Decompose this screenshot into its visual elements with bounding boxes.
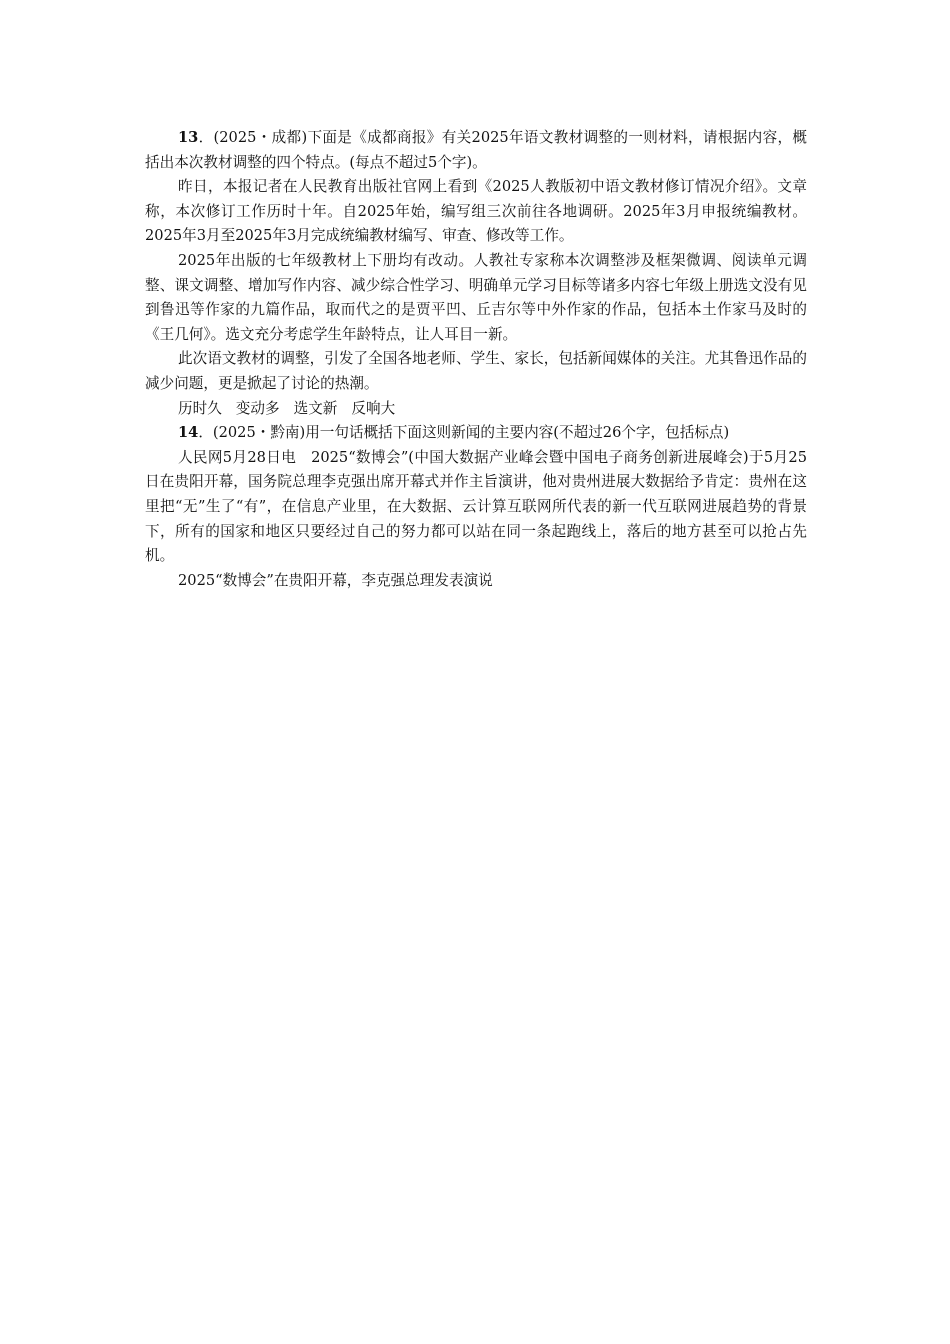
question-13-paragraph: 此次语文教材的调整，引发了全国各地老师、学生、家长，包括新闻媒体的关注。尤其鲁迅作品的减少问题，更是掀起了讨论的热潮。 <box>145 350 807 392</box>
question-13-stem <box>145 126 807 175</box>
question-13-paragraph: 昨日，本报记者在人民教育出版社官网上看到《2025人教版初中语文教材修订情况介绍》。文章称，本次修订工作历时十年。自2025年始，编写组三次前往各地调研。2025年3月申报统编教材。2025年3月至2025年3月完成统编教材编写、审查、修改等工作。 <box>145 178 807 245</box>
question-14-number: 14 <box>178 424 199 442</box>
answer-item: 反响大 <box>351 399 396 417</box>
question-13-number: 13 <box>178 129 199 146</box>
question-14-paragraph: 人民网5月28日电 2025“数博会”(中国大数据产业峰会暨中国电子商务创新进展峰会)于5月25日在贵阳开幕，国务院总理李克强出席开幕式并作主旨演讲，他对贵州进展大数据给予肯定：贵州在这里把“无”生了“有”，在信息产业里，在大数据、云计算互联网所代表的新一代互联网进展趋势的背景下，所有的国家和地区只要经过自己的努力都可以站在同一条起跑线上，落后的地方甚至可以抢占先机。 <box>145 448 807 565</box>
question-13-paragraph: 2025年出版的七年级教材上下册均有改动。人教社专家称本次调整涉及框架微调、阅读单元调整、课文调整、增加写作内容、减少综合性学习、明确单元学习目标等诸多内容七年级上册选文没有见到鲁迅等作家的九篇作品，取而代之的是贾平凹、丘吉尔等中外作家的作品，包括本土作家马及时的《王几何》。选文充分考虑学生年龄特点，让人耳目一新。 <box>145 251 807 343</box>
question-14-text: ．(2025・黔南)用一句话概括下面这则新闻的主要内容(不超过26个字，包括标点) <box>198 424 730 442</box>
question-14-answer: 2025“数博会”在贵阳开幕，李克强总理发表演说 <box>178 571 493 589</box>
question-13-answer <box>145 397 807 422</box>
question-14-stem <box>145 421 807 446</box>
answer-item: 历时久 <box>178 399 222 417</box>
answer-item: 选文新 <box>293 399 338 417</box>
document-page <box>145 126 807 593</box>
answer-item: 变动多 <box>235 399 280 417</box>
question-13-text: ．(2025・成都)下面是《成都商报》有关2025年语文教材调整的一则材料，请根据内容，概括出本次教材调整的四个特点。(每点不超过5个字)。 <box>145 129 807 171</box>
